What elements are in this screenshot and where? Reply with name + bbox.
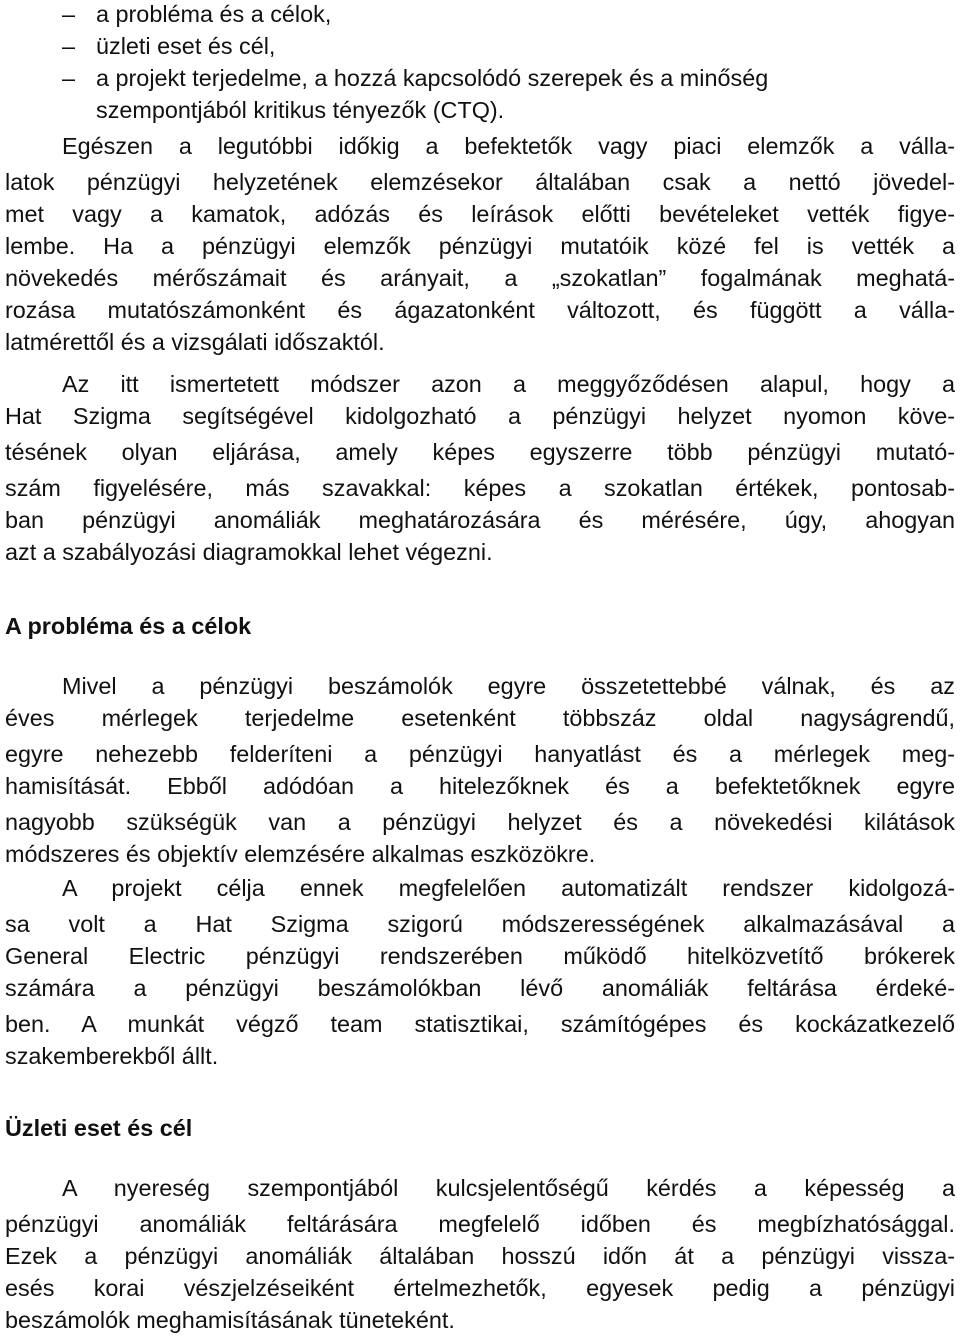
paragraph-line: latmérettől és a vizsgálati időszaktól. <box>5 329 385 355</box>
paragraph-line: nagyobb szükségük van a pénzügyi helyzet és a növekedési kilátások <box>5 809 955 835</box>
paragraph-line: tésének olyan eljárása, amely képes egyszerre több pénzügyi mutató- <box>5 439 955 465</box>
paragraph-line: Ezek a pénzügyi anomáliák általában hosszú időn át a pénzügyi vissza- <box>5 1243 955 1269</box>
paragraph-line: latok pénzügyi helyzetének elemzésekor általában csak a nettó jövedel- <box>5 169 955 195</box>
paragraph-line: ben. A munkát végző team statisztikai, számítógépes és kockázatkezelő <box>5 1011 955 1037</box>
paragraph-line: azt a szabályozási diagramokkal lehet végezni. <box>5 539 493 565</box>
dash-bullet: – <box>62 33 76 59</box>
paragraph-line: General Electric pénzügyi rendszerében működő hitelközvetítő brókerek <box>5 943 955 969</box>
list-item-text: a projekt terjedelme, a hozzá kapcsolódó szerepek és a minőség <box>96 65 769 91</box>
paragraph-line: rozása mutatószámonként és ágazatonként változott, és függött a válla- <box>5 297 955 323</box>
paragraph-line: esés korai vészjelzéseiként értelmezhetők, egyesek pedig a pénzügyi <box>5 1275 955 1301</box>
paragraph-line: éves mérlegek terjedelme esetenként többszáz oldal nagyságrendű, <box>5 705 955 731</box>
paragraph-line: számára a pénzügyi beszámolókban lévő anomáliák feltárása érdeké- <box>5 975 955 1001</box>
paragraph-line: Mivel a pénzügyi beszámolók egyre összetettebbé válnak, és az <box>62 673 955 699</box>
list-item-text: üzleti eset és cél, <box>96 33 276 59</box>
section-heading: Üzleti eset és cél <box>5 1115 193 1141</box>
paragraph-line: lembe. Ha a pénzügyi elemzők pénzügyi mutatóik közé fel is vették a <box>5 233 955 259</box>
section-heading: A probléma és a célok <box>5 613 252 639</box>
paragraph-line: A nyereség szempontjából kulcsjelentőségű kérdés a képesség a <box>62 1175 955 1201</box>
paragraph-line: ban pénzügyi anomáliák meghatározására és mérésére, úgy, ahogyan <box>5 507 955 533</box>
paragraph-line: Hat Szigma segítségével kidolgozható a pénzügyi helyzet nyomon köve- <box>5 403 955 429</box>
list-item <box>5 0 955 30</box>
paragraph-line: beszámolók meghamisításának tüneteként. <box>5 1307 455 1333</box>
paragraph-line: Az itt ismertetett módszer azon a meggyőződésen alapul, hogy a <box>62 371 955 397</box>
paragraph-line: egyre nehezebb felderíteni a pénzügyi hanyatlást és a mérlegek meg- <box>5 741 955 767</box>
paragraph-line: Egészen a legutóbbi időkig a befektetők vagy piaci elemzők a válla- <box>62 133 955 159</box>
list-item <box>5 62 955 94</box>
paragraph-line: hamisítását. Ebből adódóan a hitelezőknek és a befektetőknek egyre <box>5 773 955 799</box>
paragraph-line: met vagy a kamatok, adózás és leírások előtti bevételeket vették figye- <box>5 201 955 227</box>
paragraph-line: szám figyelésére, más szavakkal: képes a szokatlan értékek, pontosab- <box>5 475 955 501</box>
paragraph-line: szakemberekből állt. <box>5 1043 219 1069</box>
paragraph-line: A projekt célja ennek megfelelően automatizált rendszer kidolgozá- <box>62 875 955 901</box>
paragraph-line: növekedés mérőszámait és arányait, a „szokatlan” fogalmának meghatá- <box>5 265 955 291</box>
paragraph-line: módszeres és objektív elemzésére alkalmas eszközökre. <box>5 841 596 867</box>
paragraph-line: sa volt a Hat Szigma szigorú módszerességének alkalmazásával a <box>5 911 955 937</box>
paragraph-line: pénzügyi anomáliák feltárására megfelelő időben és megbízhatósággal. <box>5 1211 955 1237</box>
dash-bullet: – <box>62 65 76 91</box>
list-item-continuation: szempontjából kritikus tényezők (CTQ). <box>96 97 505 123</box>
dash-bullet: – <box>62 1 76 27</box>
list-item <box>5 30 955 62</box>
list-item-text: a probléma és a célok, <box>96 1 332 27</box>
